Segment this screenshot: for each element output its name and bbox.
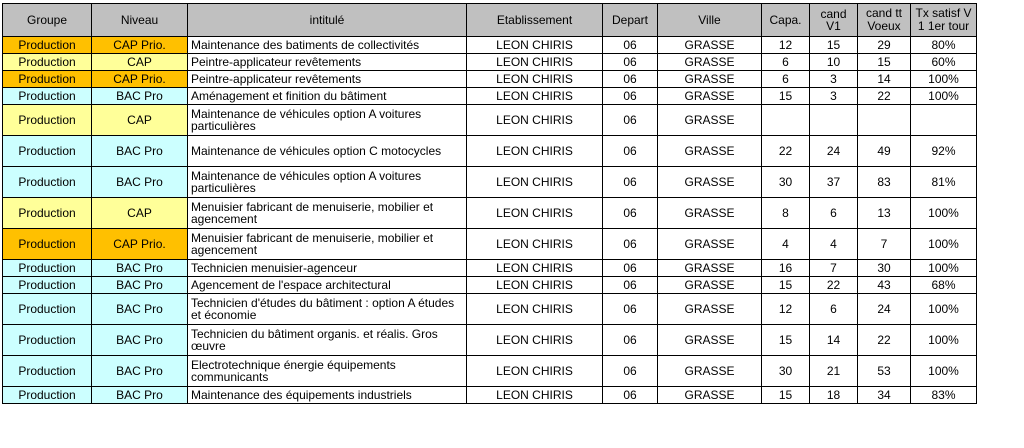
cell-niveau: CAP: [92, 198, 188, 229]
cell-etablissement: LEON CHIRIS: [467, 71, 603, 88]
col-header-ville: Ville: [658, 4, 762, 37]
cell-etablissement: LEON CHIRIS: [467, 229, 603, 260]
cell-cand-v1: 18: [810, 387, 858, 404]
cell-tx-satisf: 100%: [911, 325, 977, 356]
cell-cand-v1: 10: [810, 54, 858, 71]
cell-depart: 06: [603, 325, 658, 356]
table-row: [3, 356, 977, 387]
cell-groupe: Production: [3, 294, 92, 325]
cell-intitule: Menuisier fabricant de menuiserie, mobilier et agencement: [188, 229, 467, 260]
cell-etablissement: LEON CHIRIS: [467, 37, 603, 54]
cell-groupe: Production: [3, 198, 92, 229]
table-row: [3, 229, 977, 260]
cell-intitule: Maintenance de véhicules option A voitures particulières: [188, 167, 467, 198]
table-header: [3, 4, 977, 37]
cell-tx-satisf: 100%: [911, 71, 977, 88]
cell-depart: 06: [603, 294, 658, 325]
table-row: [3, 260, 977, 277]
cell-depart: 06: [603, 198, 658, 229]
table-row: [3, 136, 977, 167]
cell-depart: 06: [603, 387, 658, 404]
cell-etablissement: LEON CHIRIS: [467, 277, 603, 294]
cell-depart: 06: [603, 136, 658, 167]
col-header-depart: Depart: [603, 4, 658, 37]
cell-capa: 8: [762, 198, 810, 229]
cell-capa: 22: [762, 136, 810, 167]
table-row: [3, 37, 977, 54]
cell-niveau: BAC Pro: [92, 387, 188, 404]
cell-cand-v1: 14: [810, 325, 858, 356]
table-row: [3, 294, 977, 325]
cell-depart: 06: [603, 356, 658, 387]
cell-cand-v1: 7: [810, 260, 858, 277]
cell-ville: GRASSE: [658, 136, 762, 167]
cell-capa: 15: [762, 325, 810, 356]
cell-depart: 06: [603, 37, 658, 54]
cell-cand-v1: 3: [810, 88, 858, 105]
cell-depart: 06: [603, 105, 658, 136]
cell-ville: GRASSE: [658, 277, 762, 294]
cell-capa: 6: [762, 71, 810, 88]
cell-capa: 6: [762, 54, 810, 71]
cell-etablissement: LEON CHIRIS: [467, 356, 603, 387]
cell-niveau: BAC Pro: [92, 294, 188, 325]
cell-depart: 06: [603, 277, 658, 294]
cell-capa: 12: [762, 37, 810, 54]
cell-cand-tt-voeux: 7: [858, 229, 911, 260]
cell-cand-v1: 6: [810, 294, 858, 325]
cell-depart: 06: [603, 260, 658, 277]
cell-capa: 30: [762, 356, 810, 387]
cell-capa: 4: [762, 229, 810, 260]
cell-ville: GRASSE: [658, 54, 762, 71]
cell-intitule: Electrotechnique énergie équipements communicants: [188, 356, 467, 387]
cell-cand-tt-voeux: 22: [858, 88, 911, 105]
cell-intitule: Technicien menuisier-agenceur: [188, 260, 467, 277]
cell-etablissement: LEON CHIRIS: [467, 54, 603, 71]
table-row: [3, 105, 977, 136]
cell-capa: 15: [762, 88, 810, 105]
cell-depart: 06: [603, 71, 658, 88]
cell-ville: GRASSE: [658, 167, 762, 198]
cell-ville: GRASSE: [658, 198, 762, 229]
cell-groupe: Production: [3, 54, 92, 71]
cell-groupe: Production: [3, 277, 92, 294]
cell-intitule: Menuisier fabricant de menuiserie, mobilier et agencement: [188, 198, 467, 229]
col-header-cand-v1: cand V1: [810, 4, 858, 37]
cell-etablissement: LEON CHIRIS: [467, 294, 603, 325]
cell-cand-tt-voeux: 83: [858, 167, 911, 198]
cell-capa: 15: [762, 387, 810, 404]
table-row: [3, 387, 977, 404]
cell-capa: 30: [762, 167, 810, 198]
cell-tx-satisf: 81%: [911, 167, 977, 198]
cell-tx-satisf: 68%: [911, 277, 977, 294]
cell-intitule: Agencement de l'espace architectural: [188, 277, 467, 294]
cell-capa: 12: [762, 294, 810, 325]
cell-tx-satisf: 100%: [911, 260, 977, 277]
cell-groupe: Production: [3, 71, 92, 88]
cell-tx-satisf: [911, 105, 977, 136]
cell-groupe: Production: [3, 88, 92, 105]
cell-intitule: Peintre-applicateur revêtements: [188, 54, 467, 71]
cell-cand-v1: 37: [810, 167, 858, 198]
cell-cand-tt-voeux: 15: [858, 54, 911, 71]
cell-tx-satisf: 83%: [911, 387, 977, 404]
col-header-tx-satisf: Tx satisf V 1 1er tour: [911, 4, 977, 37]
cell-cand-tt-voeux: 14: [858, 71, 911, 88]
cell-cand-v1: 24: [810, 136, 858, 167]
table-row: [3, 167, 977, 198]
cell-cand-v1: 22: [810, 277, 858, 294]
table-row: [3, 88, 977, 105]
cell-tx-satisf: 100%: [911, 294, 977, 325]
cell-cand-tt-voeux: 13: [858, 198, 911, 229]
table-row: [3, 198, 977, 229]
col-header-cand-tt-voeux: cand tt Voeux: [858, 4, 911, 37]
cell-intitule: Maintenance de véhicules option C motocycles: [188, 136, 467, 167]
cell-groupe: Production: [3, 136, 92, 167]
col-header-capa: Capa.: [762, 4, 810, 37]
cell-cand-tt-voeux: 53: [858, 356, 911, 387]
cell-tx-satisf: 92%: [911, 136, 977, 167]
cell-ville: GRASSE: [658, 387, 762, 404]
table-row: [3, 325, 977, 356]
cell-cand-tt-voeux: 22: [858, 325, 911, 356]
cell-groupe: Production: [3, 325, 92, 356]
cell-niveau: BAC Pro: [92, 167, 188, 198]
cell-niveau: BAC Pro: [92, 136, 188, 167]
cell-tx-satisf: 100%: [911, 229, 977, 260]
cell-intitule: Maintenance des équipements industriels: [188, 387, 467, 404]
col-header-groupe: Groupe: [3, 4, 92, 37]
cell-cand-tt-voeux: 34: [858, 387, 911, 404]
cell-etablissement: LEON CHIRIS: [467, 325, 603, 356]
cell-etablissement: LEON CHIRIS: [467, 167, 603, 198]
cell-cand-v1: 6: [810, 198, 858, 229]
cell-etablissement: LEON CHIRIS: [467, 136, 603, 167]
cell-cand-v1: 4: [810, 229, 858, 260]
cell-niveau: CAP Prio.: [92, 37, 188, 54]
cell-groupe: Production: [3, 105, 92, 136]
cell-groupe: Production: [3, 167, 92, 198]
cell-cand-tt-voeux: 24: [858, 294, 911, 325]
cell-depart: 06: [603, 88, 658, 105]
table-row: [3, 277, 977, 294]
cell-tx-satisf: 100%: [911, 356, 977, 387]
col-header-etablissement: Etablissement: [467, 4, 603, 37]
cell-intitule: Maintenance de véhicules option A voitures particulières: [188, 105, 467, 136]
cell-groupe: Production: [3, 356, 92, 387]
cell-niveau: CAP: [92, 105, 188, 136]
cell-ville: GRASSE: [658, 88, 762, 105]
table-row: [3, 54, 977, 71]
cell-depart: 06: [603, 167, 658, 198]
cell-etablissement: LEON CHIRIS: [467, 198, 603, 229]
cell-intitule: Technicien d'études du bâtiment : option A études et économie: [188, 294, 467, 325]
cell-niveau: BAC Pro: [92, 325, 188, 356]
cell-etablissement: LEON CHIRIS: [467, 88, 603, 105]
cell-depart: 06: [603, 54, 658, 71]
cell-niveau: BAC Pro: [92, 88, 188, 105]
cell-cand-v1: 15: [810, 37, 858, 54]
table-body: [3, 37, 977, 404]
cell-ville: GRASSE: [658, 37, 762, 54]
cell-ville: GRASSE: [658, 325, 762, 356]
cell-niveau: BAC Pro: [92, 260, 188, 277]
cell-cand-v1: 3: [810, 71, 858, 88]
cell-niveau: CAP: [92, 54, 188, 71]
cell-ville: GRASSE: [658, 356, 762, 387]
cell-cand-v1: [810, 105, 858, 136]
cell-intitule: Aménagement et finition du bâtiment: [188, 88, 467, 105]
cell-tx-satisf: 80%: [911, 37, 977, 54]
cell-groupe: Production: [3, 229, 92, 260]
cell-niveau: BAC Pro: [92, 277, 188, 294]
cell-niveau: BAC Pro: [92, 356, 188, 387]
cell-ville: GRASSE: [658, 71, 762, 88]
cell-tx-satisf: 100%: [911, 88, 977, 105]
formations-table: [2, 3, 977, 404]
cell-capa: 15: [762, 277, 810, 294]
cell-tx-satisf: 60%: [911, 54, 977, 71]
cell-niveau: CAP Prio.: [92, 229, 188, 260]
cell-capa: 16: [762, 260, 810, 277]
cell-cand-tt-voeux: [858, 105, 911, 136]
cell-groupe: Production: [3, 37, 92, 54]
cell-ville: GRASSE: [658, 229, 762, 260]
cell-groupe: Production: [3, 260, 92, 277]
cell-cand-tt-voeux: 30: [858, 260, 911, 277]
cell-cand-tt-voeux: 49: [858, 136, 911, 167]
cell-ville: GRASSE: [658, 294, 762, 325]
col-header-niveau: Niveau: [92, 4, 188, 37]
cell-groupe: Production: [3, 387, 92, 404]
cell-etablissement: LEON CHIRIS: [467, 260, 603, 277]
cell-etablissement: LEON CHIRIS: [467, 105, 603, 136]
col-header-intitule: intitulé: [188, 4, 467, 37]
cell-intitule: Maintenance des batiments de collectivités: [188, 37, 467, 54]
cell-cand-tt-voeux: 43: [858, 277, 911, 294]
cell-tx-satisf: 100%: [911, 198, 977, 229]
cell-ville: GRASSE: [658, 105, 762, 136]
cell-niveau: CAP Prio.: [92, 71, 188, 88]
cell-cand-tt-voeux: 29: [858, 37, 911, 54]
cell-intitule: Technicien du bâtiment organis. et réalis. Gros œuvre: [188, 325, 467, 356]
cell-ville: GRASSE: [658, 260, 762, 277]
cell-etablissement: LEON CHIRIS: [467, 387, 603, 404]
cell-capa: [762, 105, 810, 136]
table-row: [3, 71, 977, 88]
cell-depart: 06: [603, 229, 658, 260]
cell-intitule: Peintre-applicateur revêtements: [188, 71, 467, 88]
cell-cand-v1: 21: [810, 356, 858, 387]
